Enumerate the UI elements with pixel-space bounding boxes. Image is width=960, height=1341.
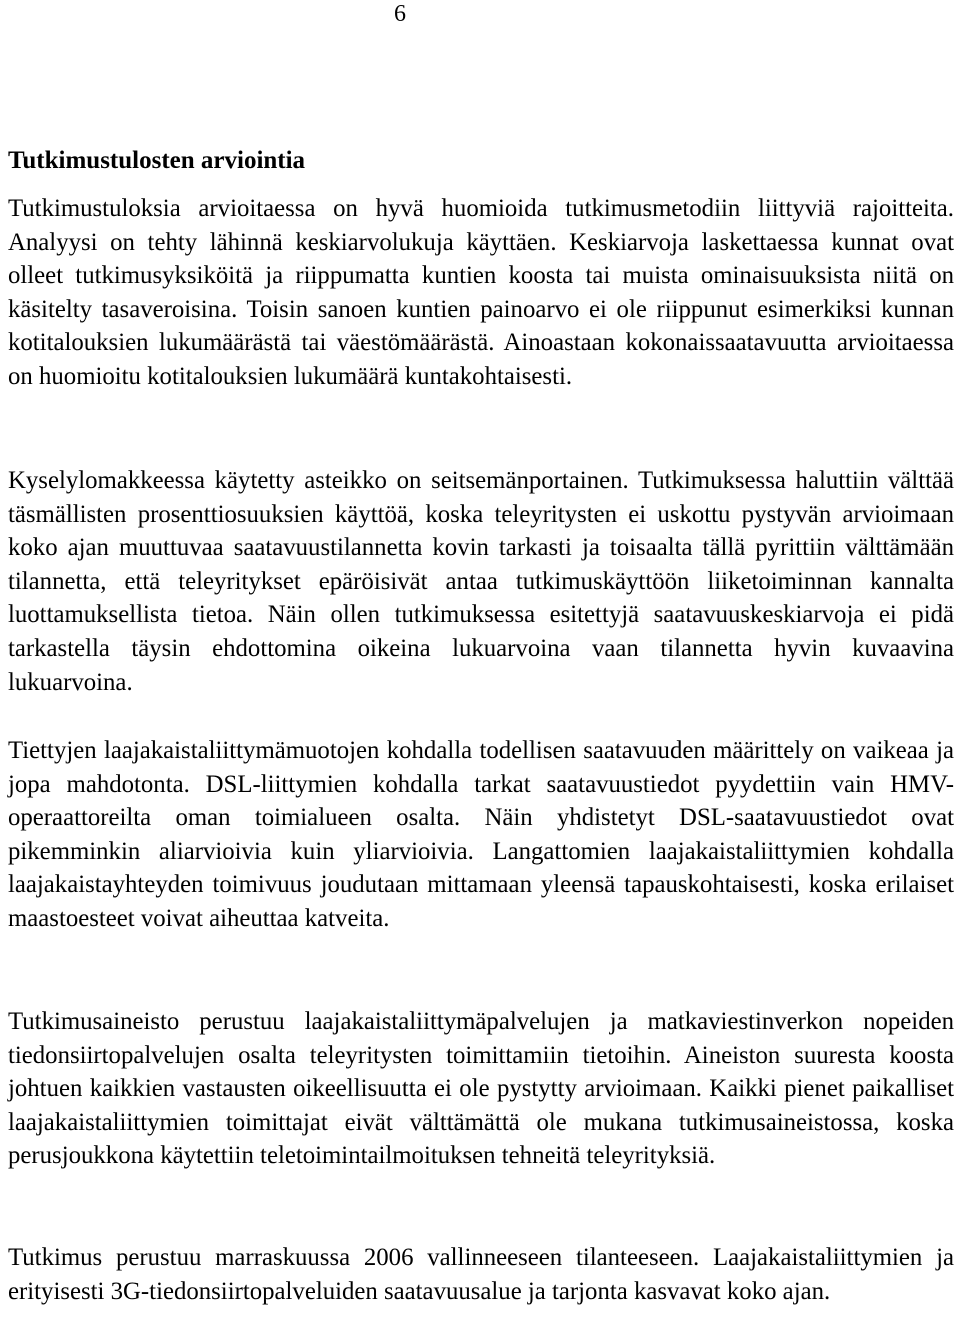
paragraph-research-method: Tutkimustuloksia arvioitaessa on hyvä huomioida tutkimusmetodiin liittyviä rajoitteita. Analyysi on tehty lähinnä keskiarvolukuja käyttäen. Keskiarvoja laskettaessa kunnat ovat olleet tutkimusyksiköitä ja riippumatta kuntien koosta tai muista ominaisuuksista niitä on käsitelty tasaveroisina. Toisin sanoen kuntien painoarvo ei ole riippunut esimerkiksi kunnan kotitalouksien lukumäärästä tai väestömäärästä. Ainoastaan kokonaissaatavuutta arvioitaessa on huomioitu kotitalouksien lukumäärä kuntakohtaisesti. <box>8 195 954 390</box>
paragraph-availability-definition: Tiettyjen laajakaistaliittymämuotojen kohdalla todellisen saatavuuden määrittely on vaikeaa ja jopa mahdotonta. DSL-liittymien kohdalla tarkat saatavuustiedot pyydettiin vain HMV-operaattoreilta oman toimialueen osalta. Näin yhdistetyt DSL-saatavuustiedot ovat pikemminkin aliarvioivia kuin yliarvioivia. Langattomien laajakaistaliittymien kohdalla laajakaistayhteyden toimivuus joudutaan mittamaan yleensä tapauskohtaisesti, koska erilaiset maastoesteet voivat aiheuttaa katveita. <box>8 737 954 932</box>
section-heading: Tutkimustulosten arviointia <box>8 147 306 174</box>
page-number: 6 <box>394 1 406 27</box>
paragraph-scale: Kyselylomakkeessa käytetty asteikko on seitsemänportainen. Tutkimuksessa haluttiin välttää täsmällisten prosenttiosuuksien käyttöä, koska teleyritysten ei uskottu pystyvän arvioimaan koko ajan muuttuvaa saatavuustilannetta kovin tarkasti ja toisaalta tällä pyrittiin välttämään tilannetta, että teleyritykset epäröisivät antaa tutkimuskäyttöön liiketoiminnan kannalta luottamuksellista tietoa. Näin ollen tutkimuksessa esitettyjä saatavuuskeskiarvoja ei pidä tarkastella täysin ehdottomina oikeina lukuarvoina vaan tilannetta hyvin kuvaavina lukuarvoina. <box>8 467 954 696</box>
paragraph-research-date: Tutkimus perustuu marraskuussa 2006 vallinneeseen tilanteeseen. Laajakaistaliittymien ja erityisesti 3G-tiedonsiirtopalveluiden saatavuusalue ja tarjonta kasvavat koko ajan. <box>8 1244 954 1305</box>
paragraph-research-material: Tutkimusaineisto perustuu laajakaistaliittymäpalvelujen ja matkaviestinverkon nopeiden tiedonsiirtopalvelujen osalta teleyritysten toimittamiin tietoihin. Aineiston suuresta koosta johtuen kaikkien vastausten oikeellisuutta ei ole pystytty arvioimaan. Kaikki pienet paikalliset laajakaistaliittymien toimittajat eivät välttämättä ole mukana tutkimusaineistossa, koska perusjoukkona käytettiin teletoimintailmoituksen tehneitä teleyrityksiä. <box>8 1008 954 1170</box>
